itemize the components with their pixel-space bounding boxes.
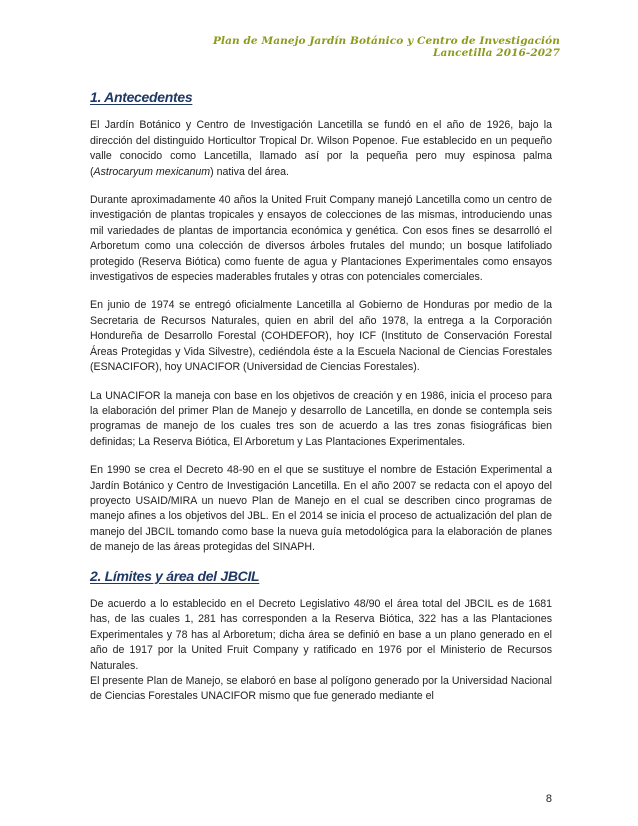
paragraph-handover: En junio de 1974 se entregó oficialmente Lancetilla al Gobierno de Honduras por medio de la Secretaria de Recursos Naturales, quien en abril del año 1978, la entrega a la Corporación Hondureña de Desarrollo Forestal (COHDEFOR), hoy ICF (Instituto de Conservación Forestal Áreas Protegidas y Vida Silvestre), cediéndola éste a la Escuela Nacional de Ciencias Forestales (ESNACIFOR), hoy UNACIFOR (Universidad de Ciencias Forestales). [90, 299, 552, 374]
page-number: 8 [545, 793, 552, 805]
paragraph-decree: En 1990 se crea el Decreto 48-90 en el que se sustituye el nombre de Estación Experimental a Jardín Botánico y Centro de Investigación Lancetilla. En el año 2007 se redacta con el apoyo del proyecto USAID/MIRA un nuevo Plan de Manejo en el cual se describen cinco programas de manejo afines a los objetivos del JBL. En el 2014 se inicia el proceso de actualización del plan de manejo del JBCIL tomando como base la nueva guía metodológica para la elaboración de planes de manejo de las áreas protegidas del SINAPH. [90, 464, 552, 554]
section-heading-antecedentes: 1. Antecedentes [90, 89, 193, 105]
species-name: Astrocaryum mexicanum [93, 165, 211, 178]
paragraph-founding-text: El Jardín Botánico y Centro de Investigación Lancetilla se fundó en el año de 1926, bajo la dirección del distinguido Horticultor Tropical Dr. Wilson Popenoe. Fue establecido en un pequeño valle conocido como Lancetilla, llamado así por la pequeña pero muy espinosa palma ( [90, 119, 552, 178]
page-content [90, 90, 552, 705]
paragraph-united-fruit: Durante aproximadamente 40 años la United Fruit Company manejó Lancetilla como un centro de investigación de plantas tropicales y ensayos de colecciones de las mismas, introduciendo unas mil variedades de plantas de importancia económica y genética. Con esos fines se desarrolló el Arboretum como una colección de diversos árboles frutales del mundo; un bosque latifoliado protegido (Reserva Biótica) como fuente de agua y Plantaciones Experimentales como ensayos investigativos de especies maderables frutales y otras con potenciales comerciales. [90, 194, 552, 284]
running-header: Plan de Manejo Jardín Botánico y Centro de Investigación Lancetilla 2016-2027 [213, 35, 560, 59]
section-heading-limites: 2. Límites y área del JBCIL [90, 567, 260, 584]
paragraph-unacifor: La UNACIFOR la maneja con base en los objetivos de creación y en 1986, inicia el proceso para la elaboración del primer Plan de Manejo y desarrollo de Lancetilla, en donde se contempla seis programas de manejo de los cuales tres son de acuerdo a las tres zonas fisiográficas bien definidas; La Reserva Biótica, El Arboretum y Las Plantaciones Experimentales. [90, 389, 552, 448]
paragraph-founding-end: ) nativa del área. [210, 165, 290, 178]
paragraph-area: De acuerdo a lo establecido en el Decreto Legislativo 48/90 el área total del JBCIL es de 1681 has, de las cuales 1, 281 has corresponden a la Reserva Biótica, 322 has a las Plantaciones Experimentales y 78 has al Arboretum; dicha área se definió en base a un plano generado en el año de 1917 por la United Fruit Company y ratificado en 1976 por el Ministerio de Recursos Naturales. [90, 597, 552, 672]
paragraph-polygon: El presente Plan de Manejo, se elaboró en base al polígono generado por la Universidad Nacional de Ciencias Forestales UNACIFOR mismo que fue generado mediante el [90, 675, 552, 703]
paragraph-founding [90, 118, 552, 180]
